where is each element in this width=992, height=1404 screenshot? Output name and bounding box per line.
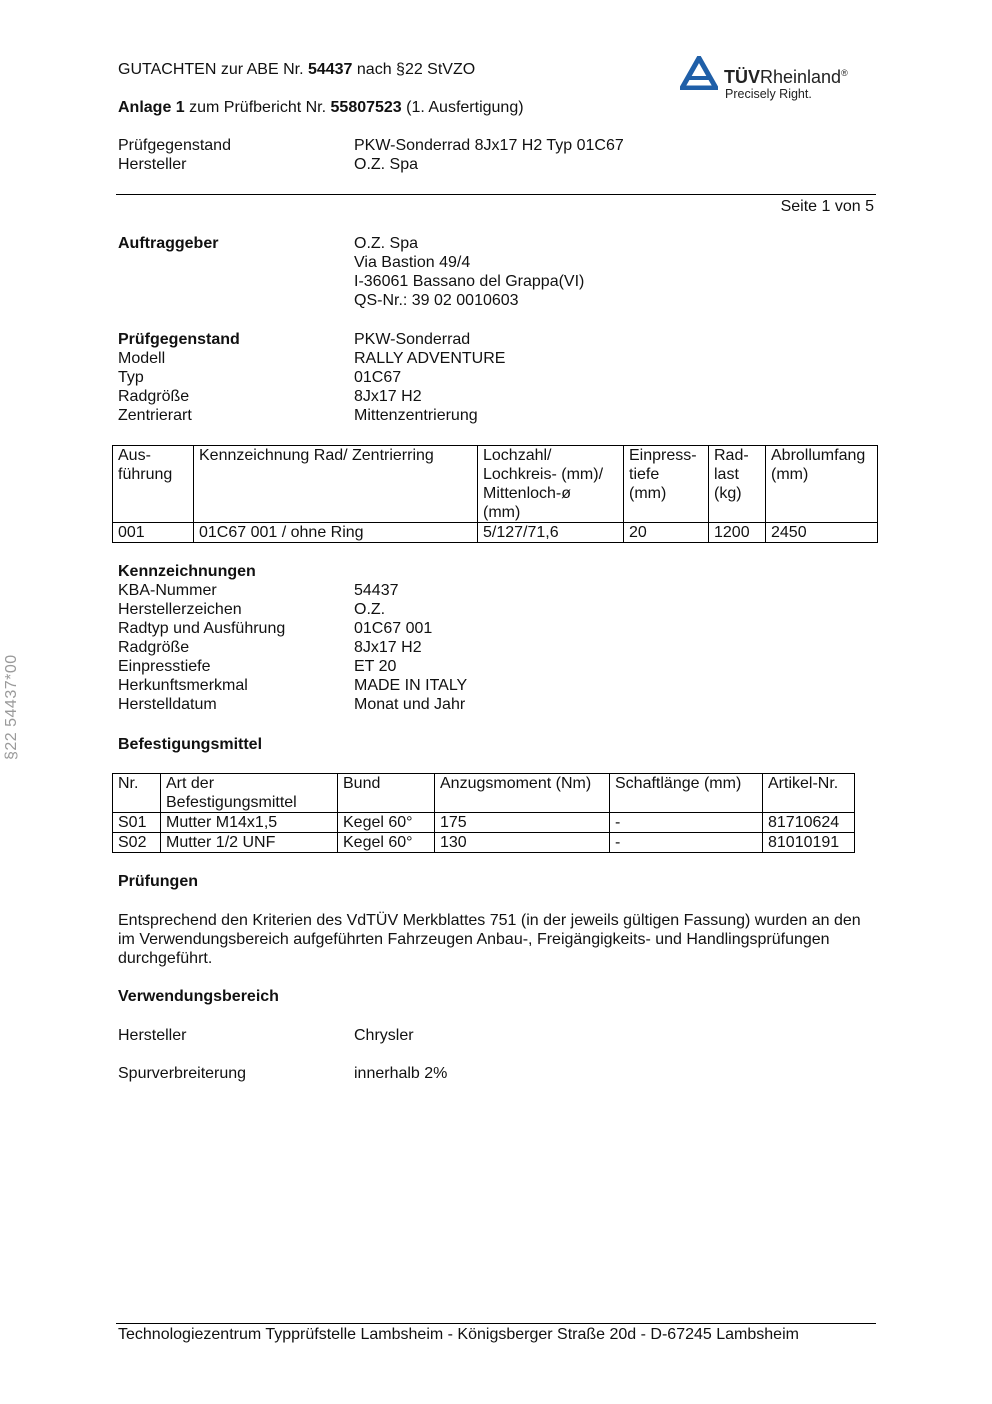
header-divider <box>116 194 876 195</box>
fastening-cell: Mutter 1/2 UNF <box>161 833 338 853</box>
header-subject-value: PKW-Sonderrad 8Jx17 H2 Typ 01C67 <box>354 137 624 154</box>
marking-row <box>118 676 878 695</box>
usage-title: Verwendungsbereich <box>118 988 279 1005</box>
subject-label: Modell <box>118 350 166 367</box>
client-address <box>354 234 584 310</box>
subject-value: 01C67 <box>354 369 402 386</box>
marking-label: Radgröße <box>118 639 190 656</box>
wheel-cell: 5/127/71,6 <box>478 523 624 543</box>
fastening-col-header: Art der Befestigungsmittel <box>161 774 338 813</box>
wheel-col-header: Einpress- tiefe (mm) <box>624 446 709 523</box>
marking-value: ET 20 <box>354 658 397 675</box>
fastening-cell: Kegel 60° <box>338 833 435 853</box>
usage-track-value: innerhalb 2% <box>354 1065 448 1082</box>
title-prefix: GUTACHTEN zur ABE Nr. <box>118 61 308 78</box>
fastening-cell: 130 <box>435 833 610 853</box>
wheel-col-header: Lochzahl/ Lochkreis- (mm)/ Mittenloch-ø (mm) <box>478 446 624 523</box>
subject-section <box>118 330 878 425</box>
markings-title: Kennzeichnungen <box>118 563 256 580</box>
table-row <box>113 833 855 853</box>
fastening-col-header: Nr. <box>113 774 161 813</box>
marking-row <box>118 600 878 619</box>
wheel-cell: 20 <box>624 523 709 543</box>
subject-row <box>118 387 878 406</box>
wheel-table <box>112 445 878 543</box>
report-title-line <box>118 60 475 79</box>
fastening-title: Befestigungsmittel <box>118 736 263 753</box>
wheel-col-header: Abrollumfang (mm) <box>766 446 878 523</box>
fastening-col-header: Bund <box>338 774 435 813</box>
subject-row <box>118 368 878 387</box>
annex-suffix: (1. Ausfertigung) <box>401 99 524 116</box>
abe-number: 54437 <box>307 61 353 78</box>
subject-label: Typ <box>118 369 144 386</box>
logo-wordmark <box>724 63 848 87</box>
fastening-cell: S01 <box>113 813 161 833</box>
wheel-cell: 001 <box>113 523 194 543</box>
fastening-col-header: Schaftlänge (mm) <box>610 774 763 813</box>
usage-maker-label: Hersteller <box>118 1027 187 1044</box>
client-line: Via Bastion 49/4 <box>354 254 471 271</box>
marking-value: 01C67 001 <box>354 620 433 637</box>
page-number: Seite 1 von 5 <box>780 198 874 215</box>
fastening-cell: S02 <box>113 833 161 853</box>
subject-label: Zentrierart <box>118 407 192 424</box>
annex-line <box>118 98 524 117</box>
subject-label: Radgröße <box>118 388 190 405</box>
fastening-table-header <box>113 774 855 813</box>
header-maker-value: O.Z. Spa <box>354 156 419 173</box>
client-line: I-36061 Bassano del Grappa(VI) <box>354 273 585 290</box>
marking-label: Radtyp und Ausführung <box>118 620 286 637</box>
marking-row <box>118 657 878 676</box>
wheel-table-header <box>113 446 878 523</box>
fastening-cell: 81010191 <box>763 833 855 853</box>
fastening-table <box>112 773 855 853</box>
marking-row <box>118 581 878 600</box>
tests-title: Prüfungen <box>118 873 198 890</box>
wheel-col-header: Aus- führung <box>113 446 194 523</box>
subject-row <box>118 330 878 349</box>
subject-value: 8Jx17 H2 <box>354 388 422 405</box>
marking-value: O.Z. <box>354 601 386 618</box>
side-reference-note: §22 54437*00 <box>3 654 20 760</box>
client-line: O.Z. Spa <box>354 235 419 252</box>
subject-value: RALLY ADVENTURE <box>354 350 506 367</box>
footer-divider <box>116 1323 876 1324</box>
title-suffix: nach §22 StVZO <box>352 61 476 78</box>
report-number: 55807523 <box>330 99 402 116</box>
logo-brand-rest: Rheinland <box>760 67 842 87</box>
fastening-cell: - <box>610 813 763 833</box>
marking-value: 8Jx17 H2 <box>354 639 422 656</box>
fastening-col-header: Anzugsmoment (Nm) <box>435 774 610 813</box>
header-maker-label: Hersteller <box>118 156 187 173</box>
subject-value: PKW-Sonderrad <box>354 331 471 348</box>
fastening-cell: Kegel 60° <box>338 813 435 833</box>
client-label: Auftraggeber <box>118 235 219 252</box>
marking-value: 54437 <box>354 582 399 599</box>
table-row <box>113 523 878 543</box>
marking-row <box>118 695 878 714</box>
subject-row <box>118 349 878 368</box>
usage-track-label: Spurverbreiterung <box>118 1065 247 1082</box>
logo-brand-bold: TÜV <box>724 67 760 87</box>
fastening-col-header: Artikel-Nr. <box>763 774 855 813</box>
logo-registered: ® <box>841 68 848 78</box>
client-line: QS-Nr.: 39 02 0010603 <box>354 292 519 309</box>
wheel-cell: 1200 <box>709 523 766 543</box>
marking-label: Herstelldatum <box>118 696 217 713</box>
table-row <box>113 813 855 833</box>
subject-label: Prüfgegenstand <box>118 331 240 348</box>
marking-row <box>118 619 878 638</box>
usage-maker-value: Chrysler <box>354 1027 414 1044</box>
marking-value: MADE IN ITALY <box>354 677 468 694</box>
tests-paragraph: Entsprechend den Kriterien des VdTÜV Merkblattes 751 (in der jeweils gültigen Fassung) wurden an den im Verwendungsbereich aufgeführten Fahrzeugen Anbau-, Freigängigkeits- und Handlingsprüfungen durchgeführt. <box>118 912 861 967</box>
marking-row <box>118 638 878 657</box>
tuv-triangle-icon <box>680 56 718 90</box>
marking-label: Einpresstiefe <box>118 658 211 675</box>
wheel-cell: 2450 <box>766 523 878 543</box>
marking-label: KBA-Nummer <box>118 582 217 599</box>
subject-row <box>118 406 878 425</box>
marking-label: Herkunftsmerkmal <box>118 677 248 694</box>
wheel-col-header: Rad- last (kg) <box>709 446 766 523</box>
annex-label: Anlage 1 <box>118 99 185 116</box>
annex-mid: zum Prüfbericht Nr. <box>184 99 331 116</box>
fastening-cell: 81710624 <box>763 813 855 833</box>
fastening-cell: - <box>610 833 763 853</box>
footer-address: Technologiezentrum Typprüfstelle Lambsheim - Königsberger Straße 20d - D-67245 Lambsheim <box>118 1326 799 1343</box>
marking-value: Monat und Jahr <box>354 696 466 713</box>
marking-label: Herstellerzeichen <box>118 601 242 618</box>
logo-tagline: Precisely Right. <box>725 87 812 101</box>
subject-value: Mittenzentrierung <box>354 407 478 424</box>
tuv-logo <box>680 56 870 106</box>
wheel-cell: 01C67 001 / ohne Ring <box>194 523 478 543</box>
fastening-cell: Mutter M14x1,5 <box>161 813 338 833</box>
header-subject-label: Prüfgegenstand <box>118 137 231 154</box>
fastening-cell: 175 <box>435 813 610 833</box>
markings-section <box>118 562 878 714</box>
wheel-col-header: Kennzeichnung Rad/ Zentrierring <box>194 446 478 523</box>
